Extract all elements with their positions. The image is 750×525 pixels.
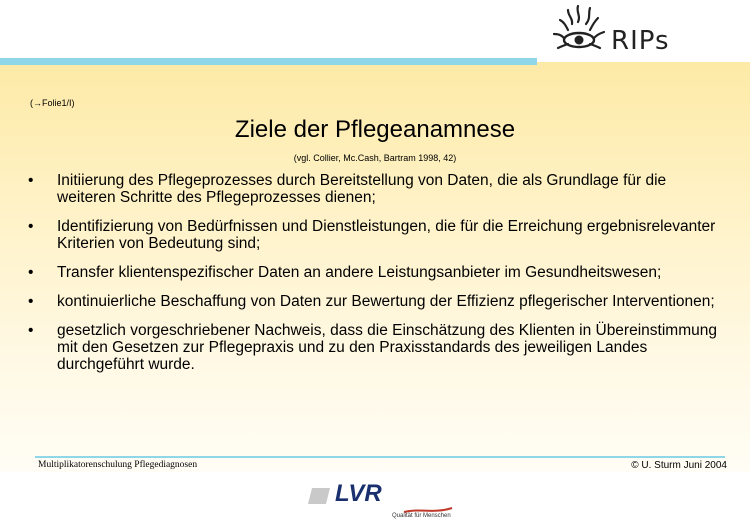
list-item-text: Identifizierung von Bedürfnissen und Dienstleistungen, die für die Erreichung ergebnisrelevanter Kriterien von Bedeutung sind; [57,218,716,252]
bullet-icon: • [28,322,34,339]
list-item-text: Initiierung des Pflegeprozesses durch Bereitstellung von Daten, die als Grundlage für die weiteren Schritte des Pflegeprozesses dienen; [57,172,667,206]
bullet-icon: • [28,172,34,189]
list-item [28,322,728,373]
lvr-tagline: Qualität für Menschen [392,513,451,519]
header-accent-line [0,58,537,65]
footer-divider [35,456,725,458]
slide-reference-label: (→Folie1/I) [30,98,75,108]
page-title: Ziele der Pflegeanamnese [234,116,516,143]
bullet-icon: • [28,264,34,281]
bullet-icon: • [28,218,34,235]
list-item-text: Transfer klientenspezifischer Daten an andere Leistungsanbieter im Gesundheitswesen; [57,264,662,281]
footer-course-label: Multiplikatorenschulung Pflegediagnosen [38,460,198,470]
lvr-logo-text: LVR [335,480,382,507]
list-item [28,172,728,206]
source-citation: (vgl. Collier, Mc.Cash, Bartram 1998, 42) [293,153,457,163]
bullet-list [28,172,728,385]
footer-copyright: © U. Sturm Juni 2004 [631,460,727,471]
list-item [28,218,728,252]
bullet-icon: • [28,293,34,310]
list-item [28,264,728,281]
list-item-text: kontinuierliche Beschaffung von Daten zur Bewertung der Effizienz pflegerischer Interventionen; [57,293,715,310]
list-item [28,293,728,310]
list-item-text: gesetzlich vorgeschriebener Nachweis, dass die Einschätzung des Klienten in Übereinstimmung mit den Gesetzen zur Pflegepraxis und zu den Praxisstandards des jeweiligen Landes durchgeführt wurde. [57,322,717,373]
rips-logo-text: RIPs [611,26,670,56]
